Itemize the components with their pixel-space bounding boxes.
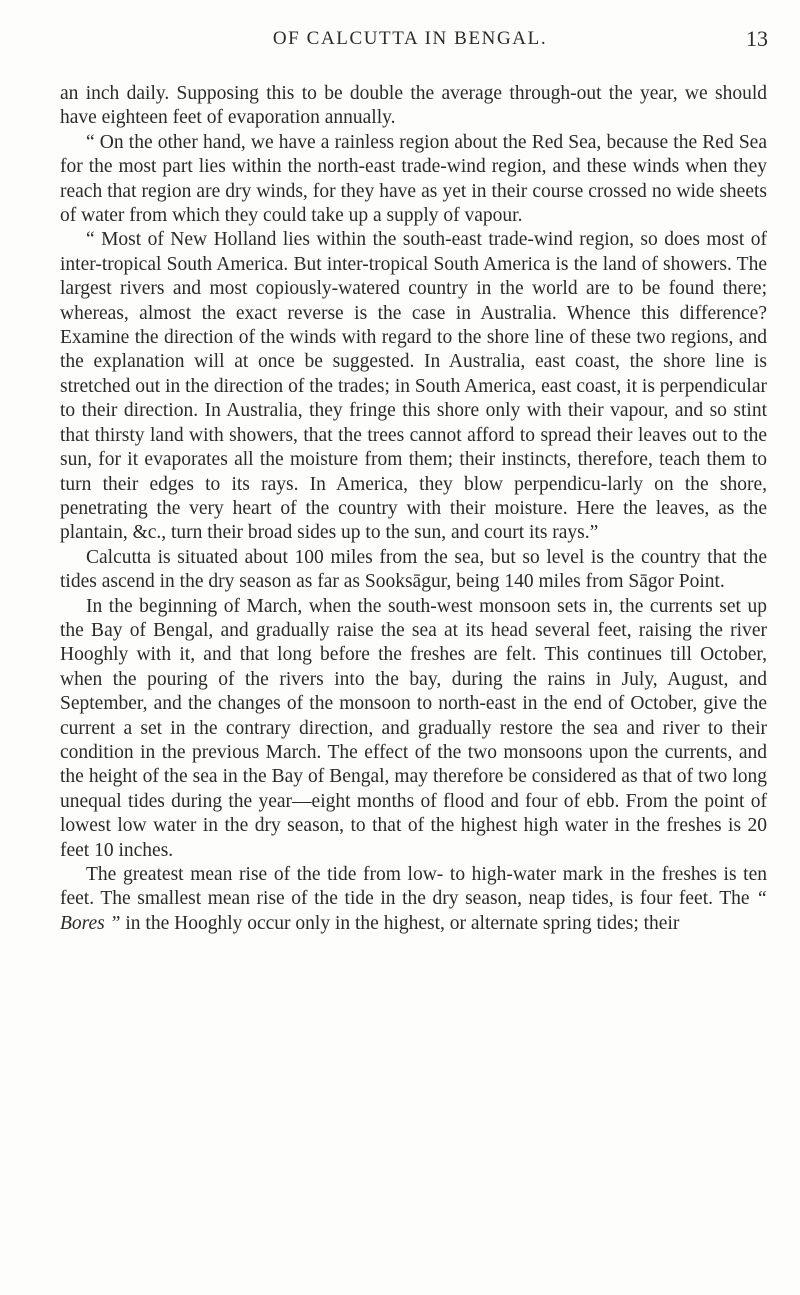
paragraph-calcutta-location: Calcutta is situated about 100 miles from the sea, but so level is the country that the tides ascend in the dry season as far as Sooksāgur, being 140 miles from Sāgor Point.: [60, 546, 767, 593]
paragraph-red-sea: “ On the other hand, we have a rainless region about the Red Sea, because the Red Sea for the most part lies within the north-east trade-wind region, and these winds when they reach that region are dry winds, for they have as yet in their course crossed no wide sheets of water from which they could take up a supply of vapour.: [60, 131, 767, 227]
page-number: 13: [746, 26, 768, 51]
body-text: [60, 82, 767, 936]
bores-term: “ Bores ”: [60, 888, 768, 934]
tide-rise-text-end: in the Hooghly occur only in the highest, or alternate spring tides; their: [125, 912, 680, 934]
paragraph-new-holland: “ Most of New Holland lies within the south-east trade-wind region, so does most of inter-tropical South America. But inter-tropical South America is the land of showers. The largest rivers and most copiously-watered country in the world are to be found there; whereas, almost the exact reverse is the case in Australia. Whence this difference? Examine the direction of the winds with regard to the shore line of these two regions, and the explanation will at once be suggested. In Australia, east coast, the shore line is stretched out in the direction of the trades; in South America, east coast, it is perpendicular to their direction. In Australia, they fringe this shore only with their vapour, and so stint that thirsty land with showers, that the trees cannot afford to spread their leaves out to the sun, for it evaporates all the moisture from them; their instincts, therefore, teach them to turn their edges to its rays. In America, they blow perpendicu-larly on the shore, penetrating the very heart of the country with their moisture. Here the leaves, as the plantain, &c., turn their broad sides up to the sun, and court its rays.”: [60, 229, 767, 544]
paragraph-monsoon-currents: In the beginning of March, when the south-west monsoon sets in, the currents set up the Bay of Bengal, and gradually raise the sea at its head several feet, raising the river Hooghly with it, and that long before the freshes are felt. This continues till October, when the pouring of the rivers into the bay, during the rains in July, August, and September, and the changes of the monsoon to north-east in the end of October, give the current a set in the contrary direction, and gradually restore the sea and river to their condition in the previous March. The effect of the two monsoons upon the currents, and the height of the sea in the Bay of Bengal, may therefore be considered as that of two long unequal tides during the year—eight months of flood and four of ebb. From the point of lowest low water in the dry season, to that of the highest high water in the freshes is 20 feet 10 inches.: [60, 595, 767, 861]
paragraph-tide-rise: [60, 863, 767, 936]
paragraph-evaporation: an inch daily. Supposing this to be double the average through-out the year, we should have eighteen feet of evaporation annually.: [60, 83, 767, 129]
tide-rise-text: The greatest mean rise of the tide from low- to high-water mark in the freshes is ten feet. The smallest mean rise of the tide in the dry season, neap tides, is four feet. The: [60, 864, 767, 910]
running-head: [60, 26, 768, 58]
running-title: OF CALCUTTA IN BENGAL.: [272, 28, 548, 49]
